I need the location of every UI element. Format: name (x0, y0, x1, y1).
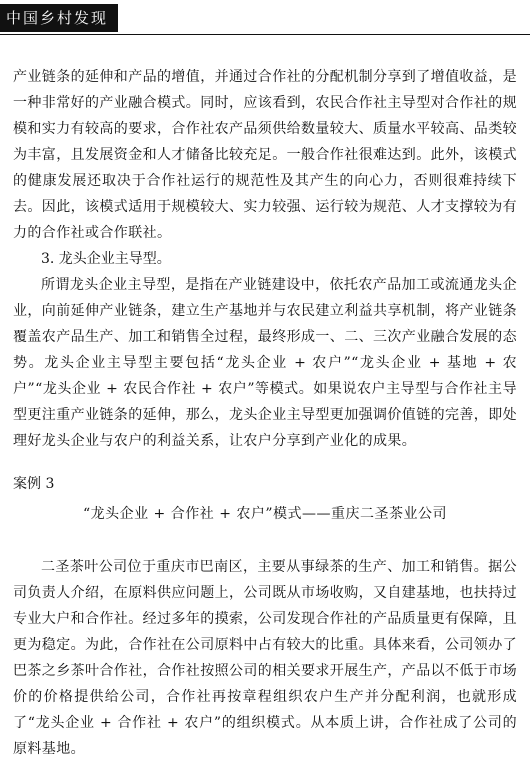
article-body (13, 64, 517, 762)
paragraph-leading-enterprise: 所谓龙头企业主导型，是指在产业链建设中，依托农产品加工或流通龙头企业，向前延伸产业链条，建立生产基地并与农民建立利益共享机制，将产业链条覆盖农产品生产、加工和销售全过程，最终形成一、二、三次产业融合发展的态势。龙头企业主导型主要包括“龙头企业 + 农户”“龙头企业 + 基地 + 农户”“龙头企业 + 农民合作社 + 农户”等模式。如果说农户主导型与合作社主导型更注重产业链条的延伸，那么，龙头企业主导型更加强调价值链的完善，即处理好龙头企业与农户的利益关系，让农户分享到产业化的成果。 (13, 277, 517, 449)
section-header-tag: 中国乡村发现 (0, 4, 118, 32)
header-rule (0, 34, 530, 35)
case-paragraph: 二圣茶叶公司位于重庆市巴南区，主要从事绿茶的生产、加工和销售。据公司负责人介绍，在原料供应问题上，公司既从市场收购，又自建基地，也扶持过专业大户和合作社。经过多年的摸索，公司发现合作社的产品质量更有保障，且更为稳定。为此，合作社在公司原料中占有较大的比重。具体来看，公司领办了巴茶之乡茶叶合作社，合作社按照公司的相关要求开展生产，产品以不低于市场价的价格提供给公司，合作社再按章程组织农户生产并分配利润，也就形成了“龙头企业 + 合作社 + 农户”的组织模式。从本质上讲，合作社成了公司的原料基地。 (13, 559, 517, 757)
case-label: 案例 3 (13, 476, 55, 492)
subheading-3: 3. 龙头企业主导型。 (41, 251, 171, 267)
case-title: “龙头企业 + 合作社 + 农户”模式——重庆二圣茶业公司 (82, 506, 448, 522)
paragraph-continued: 产业链条的延伸和产品的增值，并通过合作社的分配机制分享到了增值收益，是一种非常好的产业融合模式。同时，应该看到，农民合作社主导型对合作社的规模和实力有较高的要求，合作社农产品须供给数量较大、质量水平较高、品类较为丰富，且发展资金和人才储备比较充足。一般合作社很难达到。此外，该模式的健康发展还取决于合作社运行的规范性及其产生的向心力，否则很难持续下去。因此，该模式适用于规模较大、实力较强、运行较为规范、人才支撑较为有力的合作社或合作联社。 (13, 69, 517, 241)
